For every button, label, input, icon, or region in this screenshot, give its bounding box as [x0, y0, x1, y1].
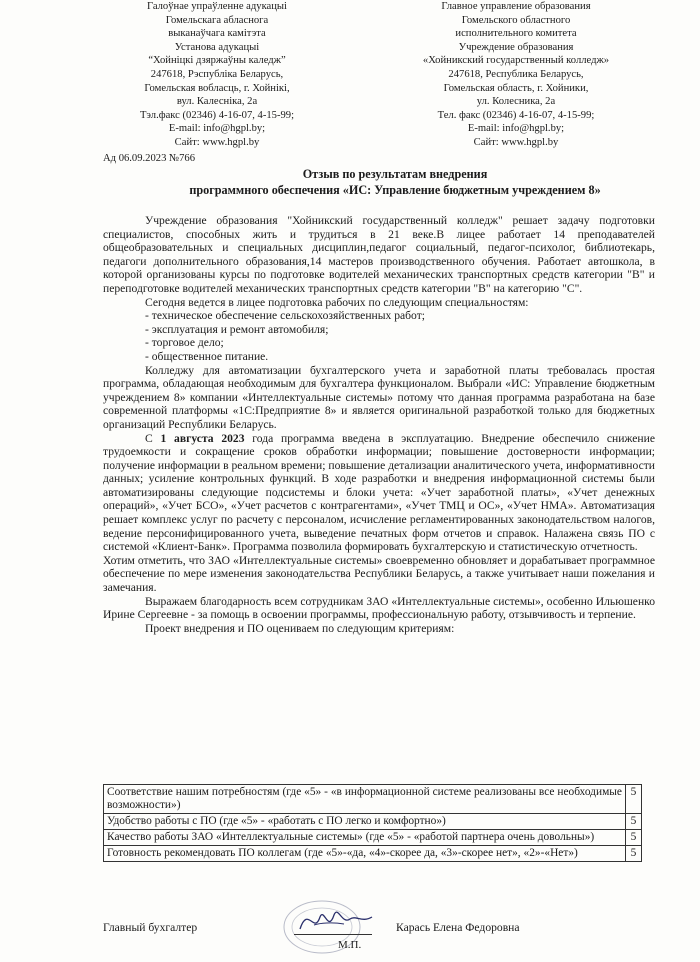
- header-left-line: выканаўчага камітэта: [168, 28, 266, 40]
- letter-body: [103, 214, 655, 635]
- criteria-table: [103, 784, 642, 862]
- impl-prefix: С: [145, 431, 161, 445]
- paragraph-specialties: Сегодня ведется в лицее подготовка рабочих по следующим специальностям:: [145, 295, 529, 309]
- header-right-line: исполнительного комитета: [455, 28, 577, 40]
- header-left-line: Гомельскага абласнога: [165, 14, 269, 26]
- signatory-position: Главный бухгалтер: [103, 921, 198, 934]
- document-title-line-1: Отзыв по результатам внедрения: [302, 167, 488, 181]
- header-left-email[interactable]: E-mail: info@hgpl.by;: [168, 123, 266, 135]
- paragraph-implementation: [103, 432, 655, 554]
- list-item: - эксплуатация и ремонт автомобиля;: [145, 322, 329, 336]
- header-right-line: Гомельская область, г. Хойники,: [443, 82, 589, 94]
- criteria-text: Удобство работы с ПО (где «5» - «работать с ПО легко и комфортно»): [104, 814, 626, 830]
- table-row: [104, 785, 642, 814]
- header-right-line: Главное управление образования: [441, 1, 591, 12]
- header-right-line: 247618, Республика Беларусь,: [448, 68, 584, 80]
- header-right-email[interactable]: E-mail: info@hgpl.by;: [467, 123, 565, 135]
- header-right-line: «Хойникский государственный колледж»: [422, 55, 610, 67]
- table-row: [104, 830, 642, 846]
- header-left-line: Тэл.факс (02346) 4-16-07, 4-15-99;: [139, 109, 295, 121]
- document-reference: Ад 06.09.2023 №766: [103, 153, 196, 164]
- paragraph-choice: Колледжу для автоматизации бухгалтерского учета и заработной платы требовалась простая программа, обладающая необходимым для бухгалтера функционалом. Выбрали «ИС: Управление бюджетным учреждением 8» компании «Интеллектуальные системы» потому что данная программа разработана на базе современной платформы «1С:Предприятие 8» и является оригинальной разработкой только для бюджетных организаций Республики Беларусь.: [103, 363, 655, 431]
- header-left-line: вул. Калесніка, 2а: [176, 96, 258, 108]
- paragraph-updates: Хотим отметить, что ЗАО «Интеллектуальные системы» своевременно обновляет и дорабатывает программное обеспечение по мере изменения законодательства Республики Беларусь, а также учитывает наши пожелания и замечания.: [103, 553, 655, 595]
- table-row: [104, 846, 642, 862]
- header-left-line: 247618, Рэспубліка Беларусь,: [150, 68, 284, 80]
- document-title-line-2: программного обеспечения «ИС: Управление бюджетным учреждением 8»: [189, 183, 601, 197]
- list-item: - торговое дело;: [145, 336, 224, 350]
- header-left-line: “Хойніцкі дзяржаўны каледж”: [148, 55, 286, 67]
- header-left-line: Установа адукацыі: [174, 41, 260, 53]
- header-right-line: Учреждение образования: [458, 41, 574, 53]
- paragraph-intro: Учреждение образования "Хойникский государственный колледж" решает задачу подготовки специалистов, способных жить и трудиться в 21 веке.В лицее работает 14 преподавателей общеобразовательных и специальных дисциплин,педагог социальный, педагог-психолог, библиотекарь, педагоги дополнительного образования,14 мастеров производственного обучения. Работает автошкола, в которой организованы курсы по подготовке водителей механических транспортных средств категории "В" и переподготовке водителей механических транспортных средств категории "В" на категорию "С".: [103, 214, 655, 295]
- paragraph-gratitude: Выражаем благодарность всем сотрудникам ЗАО «Интеллектуальные системы», особенно Ильюшенко Ирине Сергеевне - за помощь в освоении программы, профессиональную работу, отзывчивость и терпение.: [103, 594, 655, 622]
- criteria-text: Готовность рекомендовать ПО коллегам (где «5»-«да, «4»-скорее да, «3»-скорее нет», «2»-«Нет»): [104, 846, 626, 862]
- paragraph-criteria-intro: Проект внедрения и ПО оцениваем по следующим критериям:: [145, 621, 455, 635]
- signature-line: [294, 934, 372, 935]
- header-right-line: Тел. факс (02346) 4-16-07, 4-15-99;: [437, 109, 595, 121]
- header-right-block: [398, 0, 634, 150]
- criteria-text: Качество работы ЗАО «Интеллектуальные системы» (где «5» - «работой партнера очень довольны»): [104, 830, 626, 846]
- signature-stamp-icon: [280, 895, 390, 955]
- criteria-score: 5: [626, 846, 642, 862]
- table-row: [104, 814, 642, 830]
- stamp-label: М.П.: [338, 939, 362, 951]
- impl-date: 1 августа 2023: [160, 431, 245, 445]
- list-item: - техническое обеспечение сельскохозяйственных работ;: [145, 309, 425, 323]
- header-right-site[interactable]: Сайт: www.hgpl.by: [473, 136, 559, 148]
- header-left-line: Галоўнае упраўленне адукацыі: [146, 1, 287, 12]
- impl-rest: года программа введена в эксплуатацию. Внедрение обеспечило снижение трудоемкости и сокращение сроков обработки информации; повышение достоверности информации; получение информации в реальном времени; повышение детализации аналитического учета, информативности данных; усиление контрольных функций. В ходе разработки и внедрения информационной системы были автоматизированы следующие подсистемы и блоки учета: «Учет заработной платы», «Учет денежных операций», «Учет БСО», «Учет расчетов с контрагентами», «Учет ТМЦ и ОС», «Учет НМА». Автоматизация решает комплекс услуг по расчету с персоналом, исчисление регламентированных законодательством налогов, ведение персонифицированного учета, выведение печатных форм отчетов и справок. Налажена связь ПО с системой «Клиент-Банк». Программа позволила формировать бухгалтерскую и статистическую отчетность.: [103, 431, 655, 554]
- criteria-score: 5: [626, 830, 642, 846]
- signatory-name: Карась Елена Федоровна: [396, 921, 520, 934]
- header-left-site[interactable]: Сайт: www.hgpl.by: [174, 136, 260, 148]
- header-right-line: ул. Колесника, 2а: [476, 96, 556, 108]
- criteria-score: 5: [626, 814, 642, 830]
- header-left-block: [112, 0, 322, 150]
- list-item: - общественное питание.: [145, 349, 269, 363]
- criteria-score: 5: [626, 785, 642, 814]
- criteria-text: Соответствие нашим потребностям (где «5» - «в информационной системе реализованы все необходимые возможности»): [104, 785, 626, 814]
- header-right-line: Гомельского областного: [461, 14, 571, 26]
- header-left-line: Гомельская вобласць, г. Хойнікі,: [144, 82, 290, 94]
